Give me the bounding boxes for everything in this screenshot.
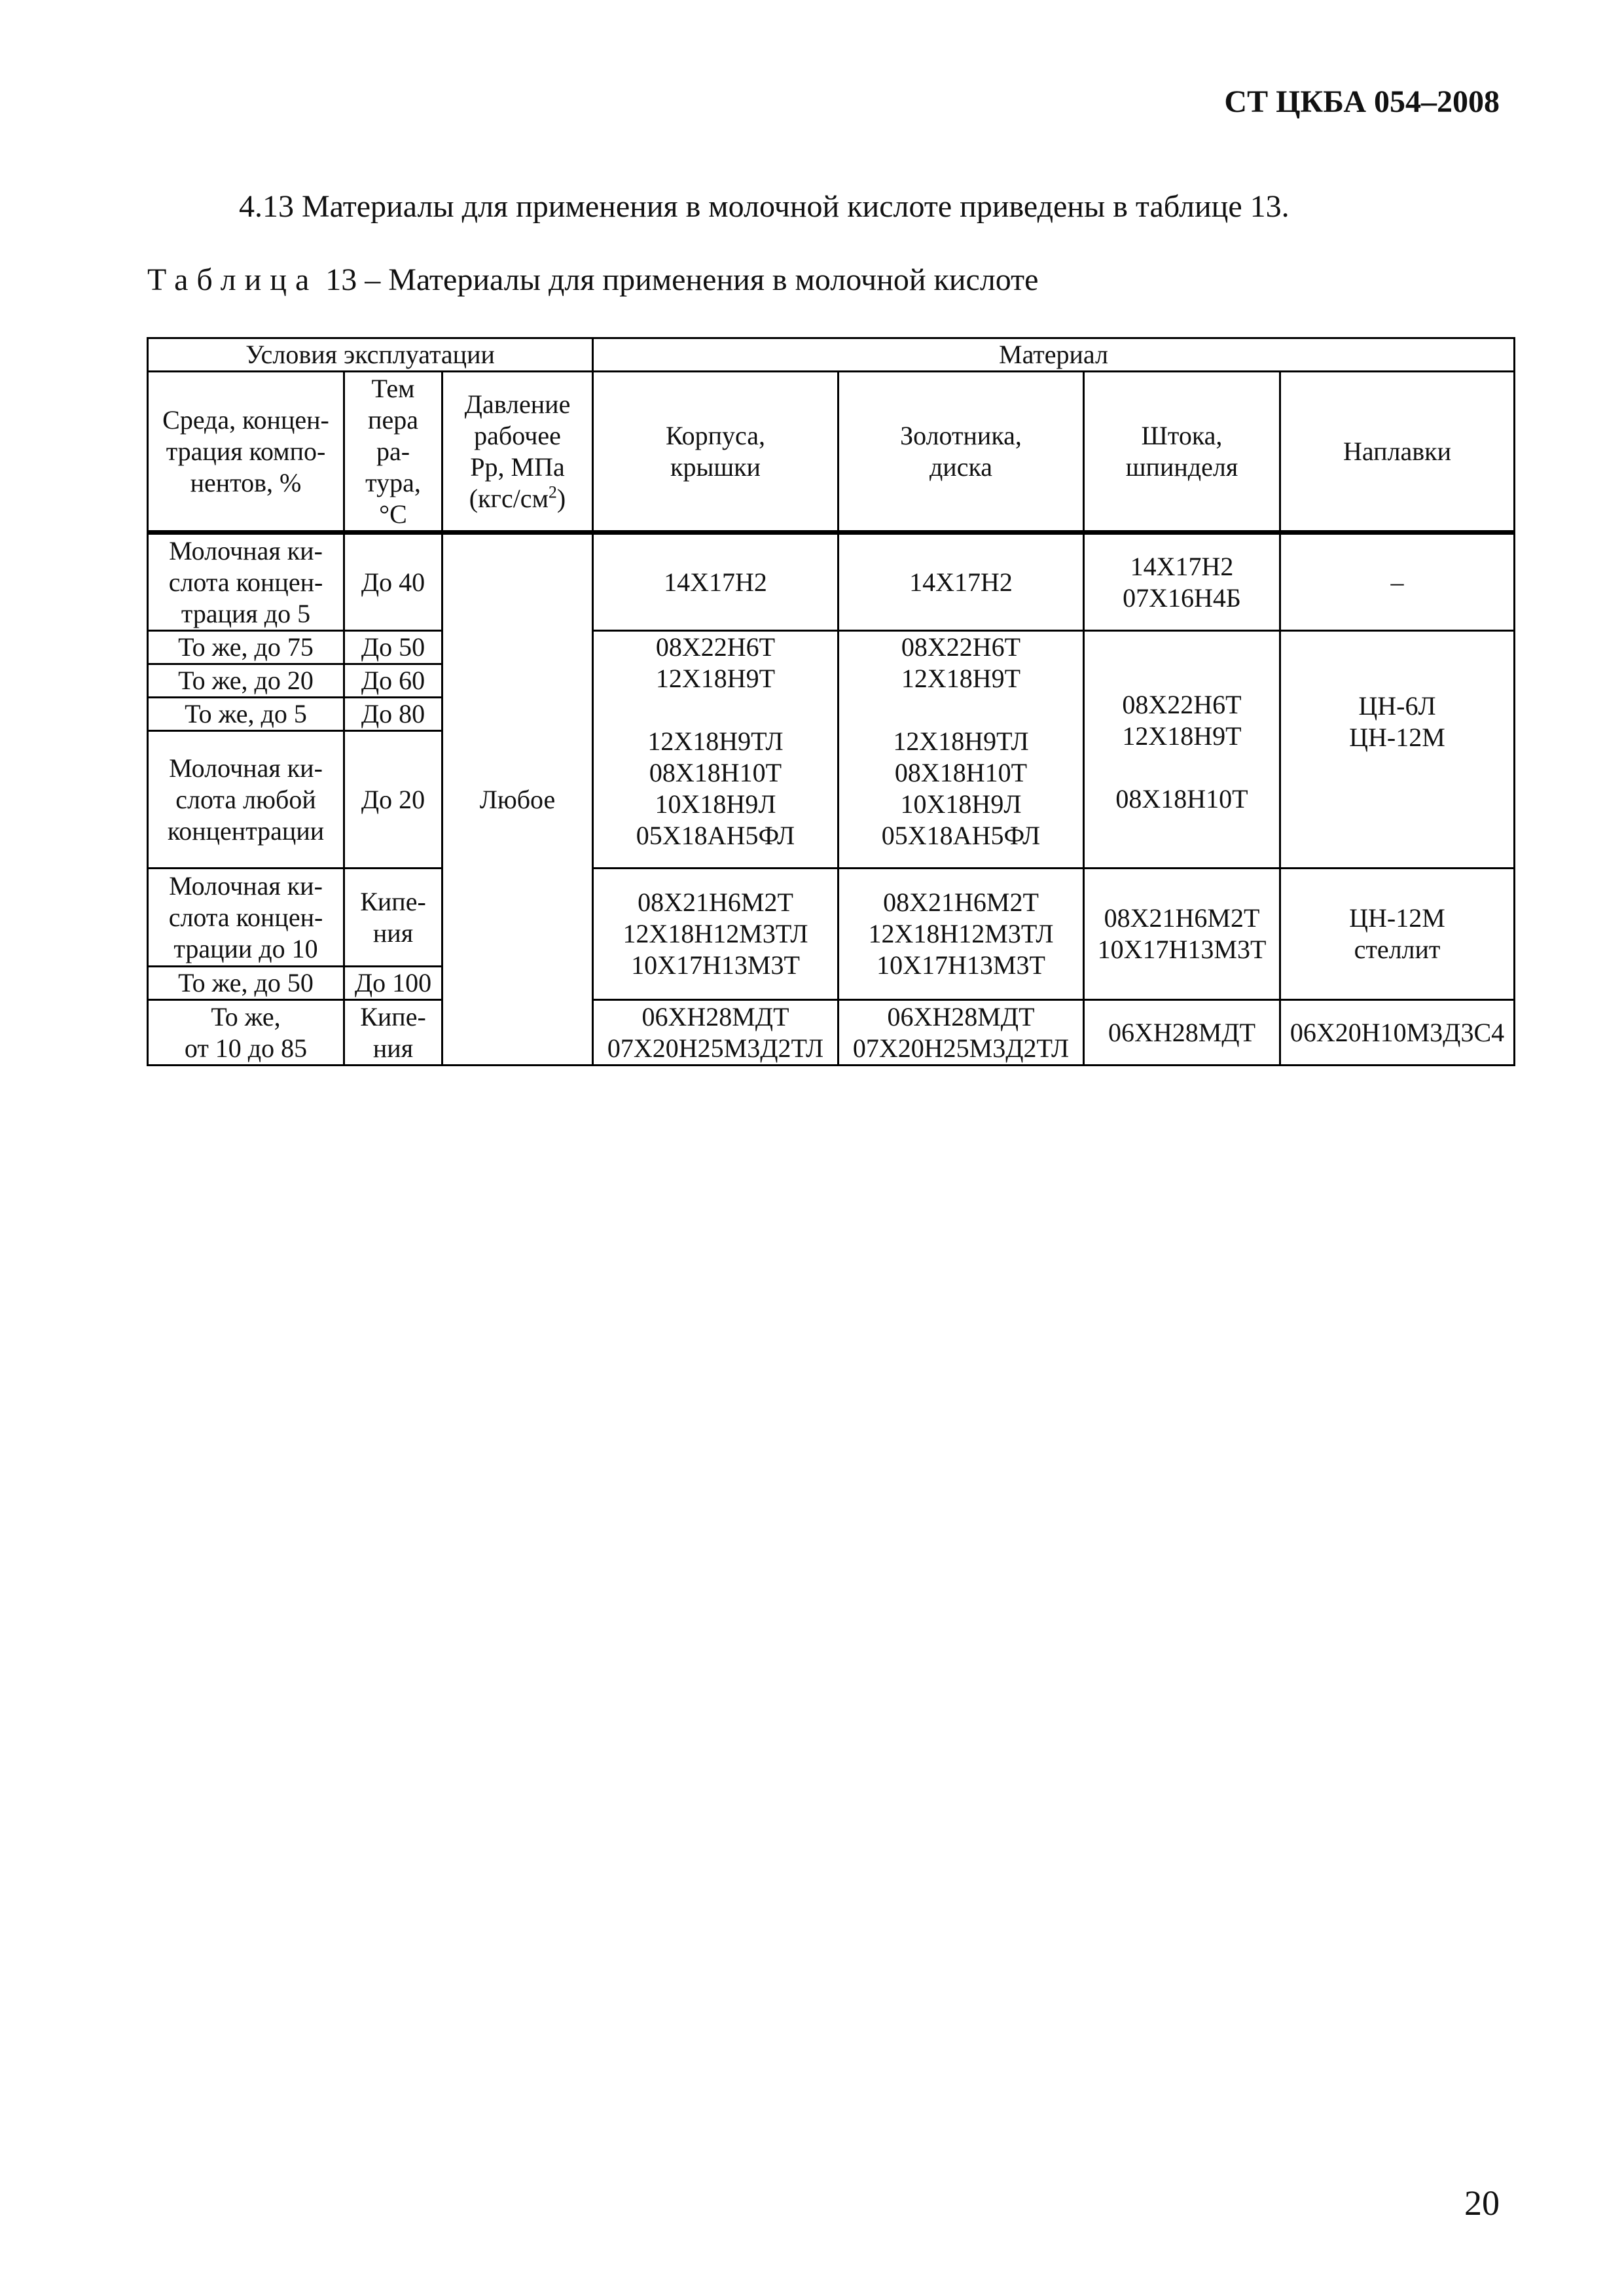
cell-stem: 14Х17Н2 07Х16Н4Б xyxy=(1084,533,1280,631)
cell-overlay: 06Х20Н10М3Д3С4 xyxy=(1280,1000,1515,1066)
cell-temperature: До 50 xyxy=(344,631,442,664)
cell-overlay: – xyxy=(1280,533,1515,631)
intro-paragraph: 4.13 Материалы для применения в молочной кислоте приведены в таблице 13. xyxy=(239,189,1290,224)
group-header-conditions: Условия эксплуатации xyxy=(148,338,593,372)
cell-medium: То же, от 10 до 85 xyxy=(148,1000,344,1066)
cell-pressure: Любое xyxy=(442,533,593,1066)
table-row xyxy=(148,631,1515,664)
cell-medium: То же, до 20 xyxy=(148,664,344,698)
col-header-pressure: Давление рабочее Рр, МПа $(кгс/см^2)$ xyxy=(442,372,593,533)
caption-text: 13 – Материалы для применения в молочной кислоте xyxy=(317,262,1039,297)
cell-medium: Молочная ки- слота любой концентрации xyxy=(148,731,344,869)
cell-disc: 14Х17Н2 xyxy=(839,533,1084,631)
col-header-overlay: Наплавки xyxy=(1280,372,1515,533)
cell-stem: 06ХН28МДТ xyxy=(1084,1000,1280,1066)
table-row xyxy=(148,1000,1515,1066)
cell-temperature: Кипе- ния xyxy=(344,1000,442,1066)
cell-temperature: До 80 xyxy=(344,698,442,731)
col-header-stem: Штока, шпинделя xyxy=(1084,372,1280,533)
cell-medium: Молочная ки- слота концен- трации до 10 xyxy=(148,869,344,967)
cell-temperature: До 60 xyxy=(344,664,442,698)
cell-stem-group-b: 08Х21Н6М2Т 10Х17Н13М3Т xyxy=(1084,869,1280,1000)
cell-temperature: Кипе- ния xyxy=(344,869,442,967)
cell-temperature: До 20 xyxy=(344,731,442,869)
table-row xyxy=(148,533,1515,631)
materials-table xyxy=(147,337,1515,1066)
cell-body-group-b: 08Х21Н6М2Т 12Х18Н12М3ТЛ 10Х17Н13М3Т xyxy=(593,869,839,1000)
group-header-material: Материал xyxy=(593,338,1515,372)
col-header-disc: Золотника, диска xyxy=(839,372,1084,533)
cell-body-group-a: 08Х22Н6Т 12Х18Н9Т 12Х18Н9ТЛ 08Х18Н10Т 10Х18Н9Л 05Х18АН5ФЛ xyxy=(593,631,839,869)
cell-medium: То же, до 5 xyxy=(148,698,344,731)
cell-body: 14Х17Н2 xyxy=(593,533,839,631)
document-code: СТ ЦКБА 054–2008 xyxy=(1224,84,1500,119)
cell-body: 06ХН28МДТ 07Х20Н25М3Д2ТЛ xyxy=(593,1000,839,1066)
cell-disc: 06ХН28МДТ 07Х20Н25М3Д2ТЛ xyxy=(839,1000,1084,1066)
table-group-header-row xyxy=(148,338,1515,372)
page-number: 20 xyxy=(1464,2183,1500,2223)
cell-disc-group-b: 08Х21Н6М2Т 12Х18Н12М3ТЛ 10Х17Н13М3Т xyxy=(839,869,1084,1000)
table-column-header-row xyxy=(148,372,1515,533)
cell-temperature: До 40 xyxy=(344,533,442,631)
cell-disc-group-a: 08Х22Н6Т 12Х18Н9Т 12Х18Н9ТЛ 08Х18Н10Т 10Х18Н9Л 05Х18АН5ФЛ xyxy=(839,631,1084,869)
cell-medium: То же, до 75 xyxy=(148,631,344,664)
cell-temperature: До 100 xyxy=(344,967,442,1000)
table-row xyxy=(148,869,1515,967)
cell-overlay-group-b: ЦН-12М стеллит xyxy=(1280,869,1515,1000)
cell-overlay-group-a: ЦН-6Л ЦН-12М xyxy=(1280,631,1515,869)
cell-stem-group-a: 08Х22Н6Т 12Х18Н9Т 08Х18Н10Т xyxy=(1084,631,1280,869)
col-header-temperature: Тем пера ра- тура, °С xyxy=(344,372,442,533)
cell-medium: То же, до 50 xyxy=(148,967,344,1000)
caption-prefix: Таблица xyxy=(147,262,318,297)
col-header-medium: Среда, концен- трация компо- нентов, % xyxy=(148,372,344,533)
col-header-body: Корпуса, крышки xyxy=(593,372,839,533)
table-caption xyxy=(147,262,1038,298)
cell-medium: Молочная ки- слота концен- трация до 5 xyxy=(148,533,344,631)
